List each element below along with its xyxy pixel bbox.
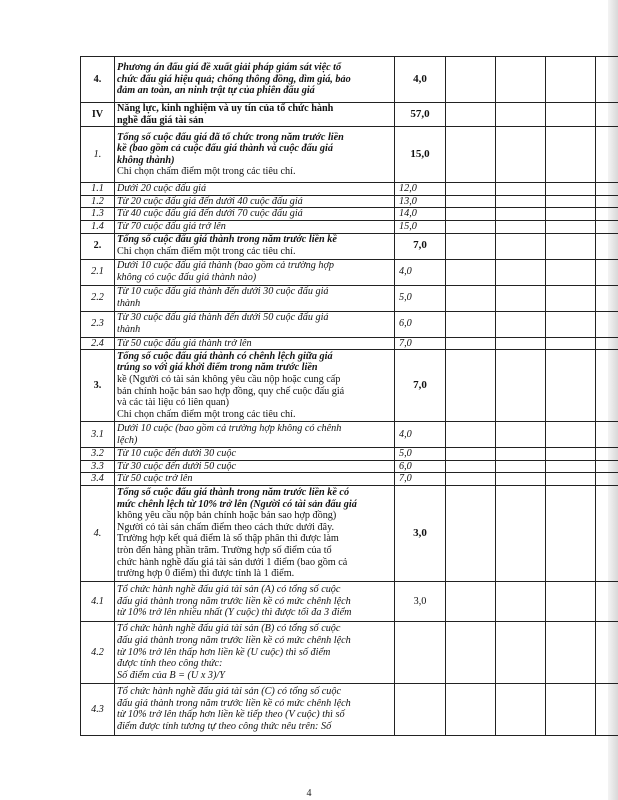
criterion-text-line: và các tài liệu có liên quan) <box>117 397 230 409</box>
criterion-text-line: Từ 50 cuộc đấu giá thành trở lên <box>117 337 252 349</box>
criterion-text-line: lệch) <box>117 434 138 446</box>
max-score: 15,0 <box>395 220 446 233</box>
criterion-text-line: kề (Người có tài sản không yêu cầu nộp hoặc cung cấp <box>117 374 341 386</box>
max-score: 4,0 <box>395 422 446 448</box>
blank-score-cell <box>596 259 618 285</box>
criterion-text-line: Phương án đấu giá đề xuất giải pháp giám sát việc tổ <box>117 62 342 74</box>
criterion-content <box>115 103 395 127</box>
table-row <box>81 621 618 683</box>
row-number: 2.1 <box>81 259 115 285</box>
blank-score-cell <box>596 581 618 621</box>
criterion-text-line: thành <box>117 324 141 336</box>
max-score: 4,0 <box>395 57 446 103</box>
row-number: 1.1 <box>81 183 115 196</box>
criterion-content <box>115 195 395 208</box>
blank-score-cell <box>596 208 618 221</box>
blank-score-cell <box>546 337 596 350</box>
criterion-content <box>115 208 395 221</box>
criterion-content <box>115 350 395 422</box>
blank-score-cell <box>496 285 546 311</box>
criterion-text-line: Từ 10 cuộc đấu giá thành đến dưới 30 cuộc đấu giá <box>117 286 329 298</box>
criterion-text-line: kề (bao gồm cả cuộc đấu giá thành và cuộc đấu giá <box>117 143 333 155</box>
table-row <box>81 285 618 311</box>
blank-score-cell <box>596 422 618 448</box>
criterion-content <box>115 485 395 581</box>
criterion-text-line: bản chính hoặc bản sao hợp đồng, quy chế cuộc đấu giá <box>117 385 345 397</box>
table-row <box>81 311 618 337</box>
criterion-text-line: Từ 20 cuộc đấu giá đến dưới 40 cuộc đấu giá <box>117 195 303 207</box>
row-number: 2.2 <box>81 285 115 311</box>
blank-score-cell <box>446 220 496 233</box>
blank-score-cell <box>496 220 546 233</box>
blank-score-cell <box>596 183 618 196</box>
criterion-text-line: trúng so với giá khởi điểm trong năm trước liền <box>117 362 318 374</box>
max-score <box>395 621 446 683</box>
table-row <box>81 57 618 103</box>
criterion-text-line: Chỉ chọn chấm điểm một trong các tiêu chí. <box>117 246 296 258</box>
criterion-content <box>115 460 395 473</box>
blank-score-cell <box>496 621 546 683</box>
criterion-text-line: Từ 40 cuộc đấu giá đến dưới 70 cuộc đấu giá <box>117 208 303 220</box>
max-score: 4,0 <box>395 259 446 285</box>
table-row <box>81 208 618 221</box>
row-number: 1.3 <box>81 208 115 221</box>
criterion-text-line: Người có tài sản chấm điểm theo cách thức dưới đây. <box>117 521 335 533</box>
table-row <box>81 103 618 127</box>
table-row <box>81 220 618 233</box>
blank-score-cell <box>446 621 496 683</box>
max-score: 3,0 <box>395 581 446 621</box>
blank-score-cell <box>596 233 618 259</box>
blank-score-cell <box>446 183 496 196</box>
max-score: 6,0 <box>395 460 446 473</box>
criterion-text-line: không thành) <box>117 154 175 166</box>
criterion-text-line: Tổng số cuộc đấu giá thành có chênh lệch giữa giá <box>117 350 333 362</box>
table-row <box>81 448 618 461</box>
max-score: 5,0 <box>395 448 446 461</box>
criterion-content <box>115 621 395 683</box>
blank-score-cell <box>446 233 496 259</box>
blank-score-cell <box>546 460 596 473</box>
row-number: 3.1 <box>81 422 115 448</box>
blank-score-cell <box>596 448 618 461</box>
table-row <box>81 683 618 735</box>
criterion-text-line: Tổ chức hành nghề đấu giá tài sản (A) có tổng số cuộc <box>117 584 341 596</box>
criteria-table-body <box>81 57 618 736</box>
criterion-text-line: chức hành nghề đấu giá tài sản dưới 1 điểm (bao gồm cả <box>117 556 348 568</box>
blank-score-cell <box>546 621 596 683</box>
criterion-content <box>115 220 395 233</box>
blank-score-cell <box>446 448 496 461</box>
table-row <box>81 183 618 196</box>
blank-score-cell <box>496 57 546 103</box>
blank-score-cell <box>496 311 546 337</box>
max-score: 7,0 <box>395 233 446 259</box>
criterion-content <box>115 259 395 285</box>
blank-score-cell <box>446 460 496 473</box>
blank-score-cell <box>596 460 618 473</box>
criteria-table <box>80 56 618 736</box>
criterion-content <box>115 422 395 448</box>
criterion-text-line: thành <box>117 298 141 310</box>
max-score: 13,0 <box>395 195 446 208</box>
criterion-content <box>115 448 395 461</box>
blank-score-cell <box>446 103 496 127</box>
blank-score-cell <box>496 337 546 350</box>
blank-score-cell <box>496 350 546 422</box>
blank-score-cell <box>496 422 546 448</box>
criterion-content <box>115 683 395 735</box>
blank-score-cell <box>446 259 496 285</box>
blank-score-cell <box>446 127 496 183</box>
blank-score-cell <box>496 683 546 735</box>
blank-score-cell <box>546 57 596 103</box>
criterion-text-line: Từ 30 cuộc đấu giá thành đến dưới 50 cuộc đấu giá <box>117 312 329 324</box>
blank-score-cell <box>496 581 546 621</box>
max-score <box>395 683 446 735</box>
blank-score-cell <box>446 57 496 103</box>
table-row <box>81 337 618 350</box>
criterion-text-line: trường hợp 0 điểm) thì được tính là 1 điểm. <box>117 568 295 580</box>
row-number: 2.4 <box>81 337 115 350</box>
max-score: 7,0 <box>395 473 446 486</box>
criterion-text-line: đấu giá thành trong năm trước liền kề có mức chênh lệch <box>117 635 351 647</box>
criterion-text-line: từ 10% trở lên nhiều nhất (Y cuộc) thì được tối đa 3 điểm <box>117 607 352 619</box>
blank-score-cell <box>546 485 596 581</box>
blank-score-cell <box>596 311 618 337</box>
criterion-text-line: Từ 50 cuộc trở lên <box>117 473 193 485</box>
criterion-text-line: Tổng số cuộc đấu giá thành trong năm trước liền kề <box>117 234 337 246</box>
criterion-text-line: Dưới 10 cuộc đấu giá thành (bao gồm cả trường hợp <box>117 260 335 272</box>
blank-score-cell <box>446 285 496 311</box>
max-score: 6,0 <box>395 311 446 337</box>
blank-score-cell <box>446 683 496 735</box>
blank-score-cell <box>546 208 596 221</box>
criterion-content <box>115 285 395 311</box>
criterion-text-line: Trường hợp kết quả điểm là số thập phân thì được làm <box>117 533 339 545</box>
blank-score-cell <box>546 195 596 208</box>
blank-score-cell <box>446 485 496 581</box>
blank-score-cell <box>596 337 618 350</box>
blank-score-cell <box>596 195 618 208</box>
criterion-text-line: không yêu cầu nộp bản chính hoặc bản sao hợp đồng) <box>117 510 337 522</box>
blank-score-cell <box>496 473 546 486</box>
row-number: 2.3 <box>81 311 115 337</box>
blank-score-cell <box>446 473 496 486</box>
criterion-content <box>115 233 395 259</box>
table-row <box>81 127 618 183</box>
blank-score-cell <box>446 208 496 221</box>
row-number: 3.3 <box>81 460 115 473</box>
blank-score-cell <box>446 311 496 337</box>
row-number: 4. <box>81 57 115 103</box>
criterion-text-line: Tổ chức hành nghề đấu giá tài sản (C) có tổng số cuộc <box>117 686 341 698</box>
blank-score-cell <box>496 183 546 196</box>
blank-score-cell <box>496 460 546 473</box>
table-row <box>81 581 618 621</box>
blank-score-cell <box>496 259 546 285</box>
blank-score-cell <box>546 183 596 196</box>
blank-score-cell <box>546 285 596 311</box>
blank-score-cell <box>496 195 546 208</box>
blank-score-cell <box>496 233 546 259</box>
criterion-content <box>115 337 395 350</box>
blank-score-cell <box>596 103 618 127</box>
criterion-text-line: Từ 30 cuộc đến dưới 50 cuộc <box>117 460 236 472</box>
criterion-text-line: Dưới 20 cuộc đấu giá <box>117 183 207 195</box>
blank-score-cell <box>546 259 596 285</box>
row-number: 1.2 <box>81 195 115 208</box>
blank-score-cell <box>596 220 618 233</box>
table-row <box>81 460 618 473</box>
criterion-content <box>115 57 395 103</box>
row-number: 4.3 <box>81 683 115 735</box>
criterion-content <box>115 127 395 183</box>
blank-score-cell <box>546 127 596 183</box>
blank-score-cell <box>546 103 596 127</box>
max-score: 14,0 <box>395 208 446 221</box>
criterion-text-line: Tổng số cuộc đấu giá đã tổ chức trong năm trước liền <box>117 131 344 143</box>
blank-score-cell <box>546 581 596 621</box>
criterion-text-line: Từ 10 cuộc đến dưới 30 cuộc <box>117 448 236 460</box>
criterion-text-line: đấu giá thành trong năm trước liền kề có mức chênh lệch <box>117 697 351 709</box>
blank-score-cell <box>546 422 596 448</box>
table-row <box>81 473 618 486</box>
criterion-text-line: Chỉ chọn chấm điểm một trong các tiêu chí. <box>117 408 296 420</box>
blank-score-cell <box>496 103 546 127</box>
table-row <box>81 233 618 259</box>
blank-score-cell <box>496 208 546 221</box>
blank-score-cell <box>496 448 546 461</box>
criterion-text-line: đấu giá thành trong năm trước liền kề có mức chênh lệch <box>117 595 351 607</box>
table-row <box>81 259 618 285</box>
row-number: IV <box>81 103 115 127</box>
blank-score-cell <box>546 220 596 233</box>
page-number: 4 <box>306 788 312 799</box>
criterion-content <box>115 183 395 196</box>
criterion-content <box>115 581 395 621</box>
row-number: 3.4 <box>81 473 115 486</box>
row-number: 2. <box>81 233 115 259</box>
table-row <box>81 422 618 448</box>
table-row <box>81 485 618 581</box>
criterion-text-line: mức chênh lệch từ 10% trở lên (Người có tài sản đấu giá <box>117 498 357 510</box>
max-score: 15,0 <box>395 127 446 183</box>
blank-score-cell <box>596 485 618 581</box>
criterion-text-line: Từ 70 cuộc đấu giá trở lên <box>117 220 226 232</box>
blank-score-cell <box>446 337 496 350</box>
blank-score-cell <box>546 683 596 735</box>
criterion-text-line: được tính theo công thức: <box>117 658 223 670</box>
criterion-text-line: Dưới 10 cuộc (bao gồm cả trường hợp không có chênh <box>117 423 342 435</box>
criterion-text-line: từ 10% trở lên thấp hơn liền kề (U cuộc) thì số điểm <box>117 646 331 658</box>
table-row <box>81 350 618 422</box>
blank-score-cell <box>496 485 546 581</box>
criterion-text-line: chức đấu giá hiệu quả; chống thông đồng, dìm giá, bảo <box>117 73 351 85</box>
criterion-text-line: tròn đến hàng phần trăm. Trường hợp số điểm của tổ <box>117 545 332 557</box>
blank-score-cell <box>596 127 618 183</box>
blank-score-cell <box>446 350 496 422</box>
row-number: 1.4 <box>81 220 115 233</box>
max-score: 7,0 <box>395 350 446 422</box>
criterion-text-line: Số điểm của B = (U x 3)/Y <box>117 669 225 681</box>
criterion-content <box>115 473 395 486</box>
blank-score-cell <box>546 311 596 337</box>
criterion-text-line: nghề đấu giá tài sản <box>117 114 204 126</box>
max-score: 3,0 <box>395 485 446 581</box>
row-number: 4.1 <box>81 581 115 621</box>
row-number: 4.2 <box>81 621 115 683</box>
criterion-text-line: đảm an toàn, an ninh trật tự của phiên đấu giá <box>117 85 315 97</box>
blank-score-cell <box>446 195 496 208</box>
blank-score-cell <box>596 285 618 311</box>
criterion-text-line: Tổ chức hành nghề đấu giá tài sản (B) có tổng số cuộc <box>117 623 341 635</box>
blank-score-cell <box>546 233 596 259</box>
blank-score-cell <box>596 473 618 486</box>
blank-score-cell <box>446 422 496 448</box>
blank-score-cell <box>596 683 618 735</box>
table-row <box>81 195 618 208</box>
blank-score-cell <box>546 350 596 422</box>
blank-score-cell <box>596 57 618 103</box>
row-number: 3. <box>81 350 115 422</box>
row-number: 4. <box>81 485 115 581</box>
criterion-text-line: điểm được tính tương tự theo công thức nêu trên: Số <box>117 721 332 733</box>
blank-score-cell <box>596 350 618 422</box>
max-score: 7,0 <box>395 337 446 350</box>
max-score: 12,0 <box>395 183 446 196</box>
max-score: 57,0 <box>395 103 446 127</box>
blank-score-cell <box>546 473 596 486</box>
row-number: 3.2 <box>81 448 115 461</box>
blank-score-cell <box>496 127 546 183</box>
criterion-content <box>115 311 395 337</box>
row-number: 1. <box>81 127 115 183</box>
criterion-text-line: Tổng số cuộc đấu giá thành trong năm trước liền kề có <box>117 487 350 499</box>
blank-score-cell <box>596 621 618 683</box>
criterion-text-line: từ 10% trở lên thấp hơn liền kề tiếp theo (V cuộc) thì số <box>117 709 345 721</box>
blank-score-cell <box>446 581 496 621</box>
criterion-text-line: Năng lực, kinh nghiệm và uy tín của tổ chức hành <box>117 103 334 114</box>
max-score: 5,0 <box>395 285 446 311</box>
criterion-text-line: Chỉ chọn chấm điểm một trong các tiêu chí. <box>117 166 296 178</box>
blank-score-cell <box>546 448 596 461</box>
criterion-text-line: không có cuộc đấu giá thành nào) <box>117 272 257 284</box>
